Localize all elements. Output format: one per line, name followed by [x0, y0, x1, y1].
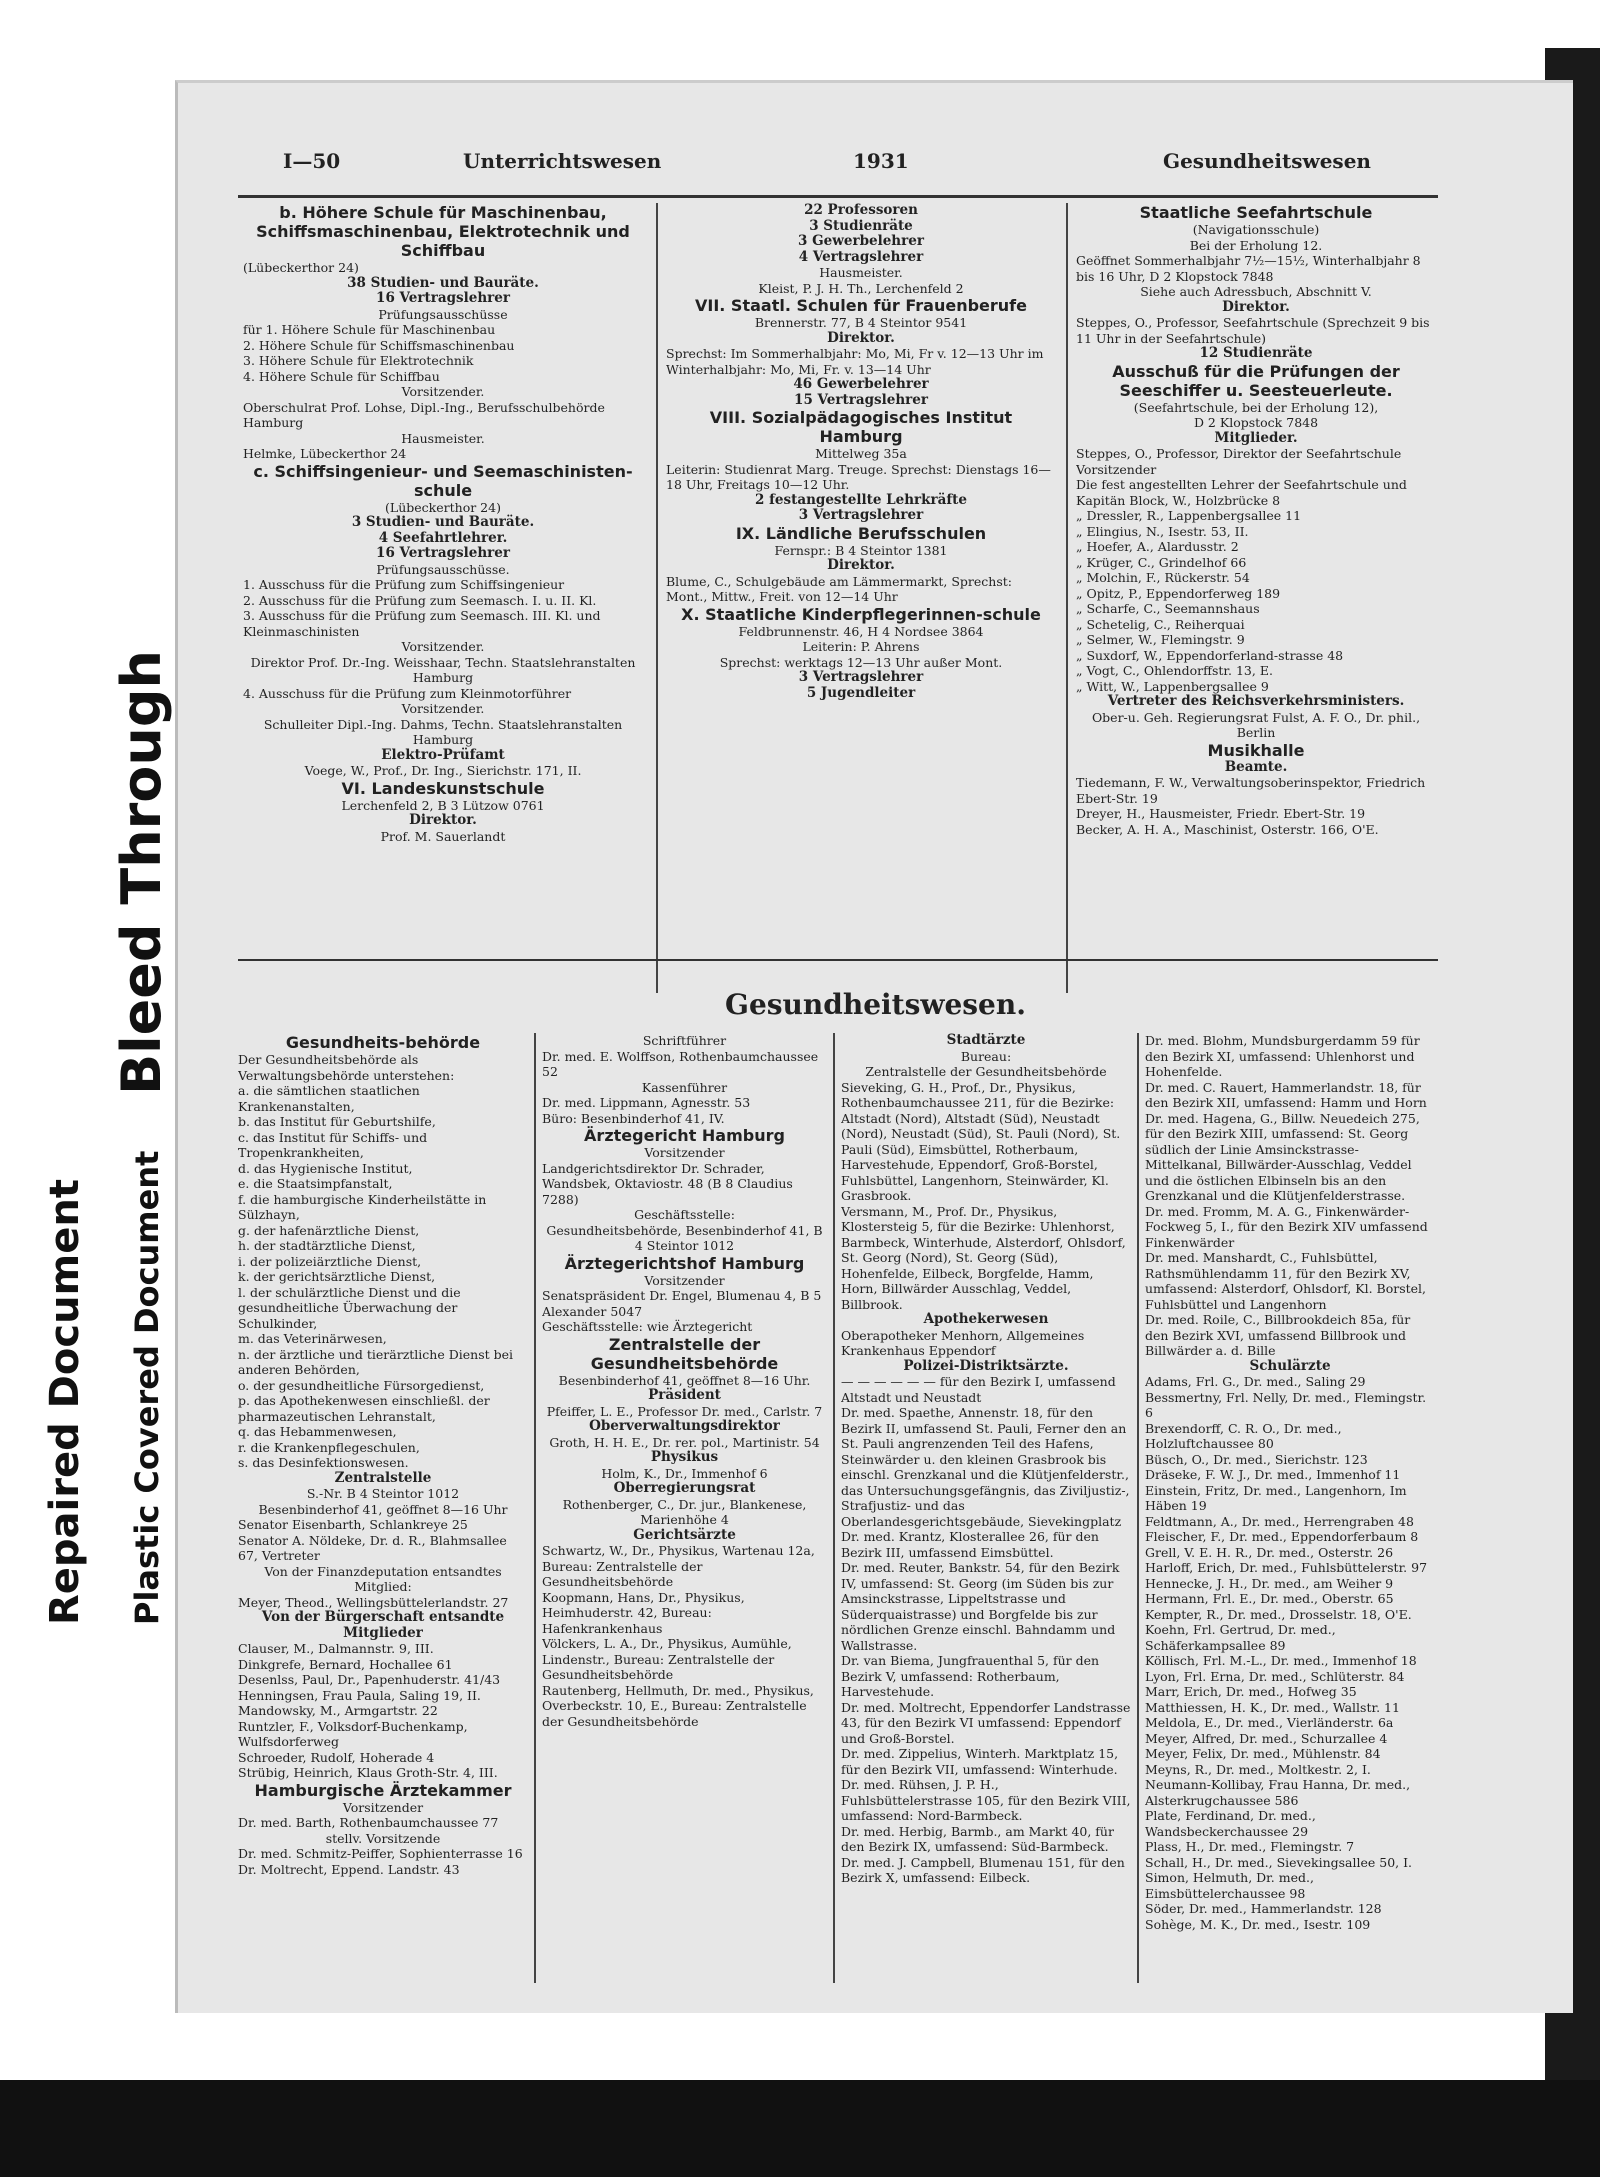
text-line: für 1. Höhere Schule für Maschinenbau	[243, 322, 496, 337]
text-line: Meyns, R., Dr. med., Moltkestr. 2, I.	[1145, 1761, 1371, 1777]
text-line: Oberregierungsrat	[613, 1480, 756, 1496]
text-line: 16 Vertragslehrer	[376, 545, 510, 561]
text-line: Hermann, Frl. E., Dr. med., Oberstr. 65	[1145, 1591, 1394, 1606]
text-line: Vorsitzender.	[401, 639, 485, 654]
text-line: Büro: Besenbinderhof 41, IV.	[542, 1110, 725, 1126]
text-line: o. der gesundheitliche Fürsorgedienst,	[238, 1377, 485, 1393]
text-line: Hennecke, J. H., Dr. med., am Weiher 9	[1145, 1575, 1394, 1591]
text-line: Strübig, Heinrich, Klaus Groth-Str. 4, III.	[238, 1765, 498, 1780]
text-line: Helmke, Lübeckerthor 24	[243, 446, 407, 461]
text-line: Beamte.	[1224, 758, 1288, 775]
text-line: Dr. med. Blohm, Mundsburgerdamm 59 für den Bezirk XI, umfassend: Uhlenhorst und Hohenfelde.	[1145, 1033, 1420, 1079]
section-title: Gesundheitswesen.	[725, 988, 1026, 1021]
text-line: Henningsen, Frau Paula, Saling 19, II.	[238, 1687, 481, 1703]
text-line: Dr. Moltrecht, Eppend. Landstr. 43	[238, 1861, 460, 1877]
text-line: „ Krüger, C., Grindelhof 66	[1076, 554, 1247, 570]
column-divider	[833, 1033, 835, 1983]
text-line: Prüfungsausschüsse	[378, 306, 508, 322]
label-plastic-covered: Plastic Covered Document	[128, 1150, 166, 1625]
text-line: Zentralstelle der Gesundheitsbehörde	[590, 1334, 779, 1373]
text-line: Steppes, O., Professor, Direktor der Seefahrtschule Vorsitzender	[1076, 446, 1402, 477]
text-line: Einstein, Fritz, Dr. med., Langenhorn, Im Häben 19	[1145, 1482, 1407, 1513]
text-line: „ Elingius, N., Isestr. 53, II.	[1076, 523, 1249, 539]
text-line: Geöffnet Sommerhalbjahr 7½—15½, Winterhalbjahr 8 bis 16 Uhr, D 2 Klopstock 7848	[1076, 253, 1421, 284]
text-line: Mandowsky, M., Armgartstr. 22	[238, 1703, 438, 1718]
text-line: Geschäftsstelle:	[634, 1207, 735, 1222]
text-line: Schroeder, Rudolf, Hoherade 4	[238, 1749, 435, 1765]
text-line: g. der hafenärztliche Dienst,	[238, 1222, 420, 1238]
text-line: 4. Höhere Schule für Schiffbau	[243, 368, 440, 384]
text-line: Elektro-Prüfamt	[381, 746, 505, 763]
text-line: Dr. med. C. Rauert, Hammerlandstr. 18, für den Bezirk XII, umfassend: Hamm und Horn	[1145, 1079, 1427, 1110]
text-line: stellv. Vorsitzende	[325, 1830, 441, 1846]
text-line: Oberschulrat Prof. Lohse, Dipl.-Ing., Berufsschulbehörde Hamburg	[243, 399, 605, 430]
text-line: Rautenberg, Hellmuth, Dr. med., Physikus, Overbeckstr. 10, E., Bureau: Zentralstelle der Gesundheitsbehörde	[542, 1682, 814, 1729]
section-rule	[238, 959, 1438, 961]
header-year: 1931	[853, 149, 909, 173]
text-line: Dr. med. Manshardt, C., Fuhlsbüttel, Rathsmühlendamm 11, für den Bezirk XV, umfassend: Alsterdorf, Ohlsdorf, Kl. Borstel, Fuhlsbüttel und Langenhorn	[1145, 1250, 1427, 1312]
header-rule	[238, 195, 1438, 198]
text-line: Prof. M. Sauerlandt	[380, 828, 506, 844]
text-line: Dinkgrefe, Bernard, Hochallee 61	[238, 1656, 453, 1672]
page-number: I—50	[283, 149, 341, 173]
text-line: VI. Landeskunstschule	[341, 778, 545, 798]
text-line: Dr. med. Roile, C., Billbrookdeich 85a, für den Bezirk XVI, umfassend Billbrook und Billwärder a. d. Bille	[1145, 1312, 1411, 1358]
text-line: Dr. med. Hagena, G., Billw. Neuedeich 275, für den Bezirk XIII, umfassend: St. Georg südlich der Linie Amsinckstrasse-Mittelkanal, Billwärder-Ausschlag, Veddel und die östlichen Elbinseln bis an den Grenzkanal und die Klütjenfelderstrasse.	[1145, 1110, 1420, 1203]
text-line: c. das Institut für Schiffs- und Tropenkrankheiten,	[238, 1129, 428, 1160]
text-line: Zentralstelle der Gesundheitsbehörde	[865, 1064, 1107, 1079]
text-line: Schulärzte	[1249, 1357, 1331, 1374]
top-margin	[0, 0, 1600, 50]
text-line: Vorsitzender.	[401, 701, 485, 716]
text-line: Siehe auch Adressbuch, Abschnitt V.	[1140, 284, 1372, 299]
text-line: 22 Professoren	[804, 203, 918, 218]
text-line: Vorsitzender.	[401, 384, 485, 399]
text-line: Der Gesundheitsbehörde als Verwaltungsbehörde unterstehen:	[238, 1052, 455, 1083]
text-line: Voege, W., Prof., Dr. Ing., Sierichstr. 171, II.	[304, 763, 582, 778]
text-line: Marr, Erich, Dr. med., Hofweg 35	[1145, 1684, 1357, 1699]
text-line: „ Witt, W., Lappenbergsallee 9	[1076, 678, 1269, 694]
text-line: 38 Studien- und Bauräte.	[347, 274, 539, 291]
text-line: „ Opitz, P., Eppendorferweg 189	[1076, 585, 1281, 601]
text-line: Dr. med. Lippmann, Agnesstr. 53	[542, 1095, 751, 1110]
column-divider	[656, 203, 658, 993]
text-line: Neumann-Kollibay, Frau Hanna, Dr. med., Alsterkrugchaussee 586	[1145, 1777, 1411, 1808]
text-line: Dr. med. Zippelius, Winterh. Marktplatz 15, für den Bezirk VII, umfassend: Winterhude.	[841, 1746, 1119, 1777]
text-line: 15 Vertragslehrer	[794, 391, 928, 408]
text-line: Bei der Erholung 12.	[1189, 237, 1323, 253]
text-line: Oberapotheker Menhorn, Allgemeines Krankenhaus Eppendorf	[841, 1327, 1085, 1358]
text-line: Dr. med. Herbig, Barmb., am Markt 40, für den Bezirk IX, umfassend: Süd-Barmbeck.	[841, 1823, 1114, 1854]
text-line: Leiterin: Studienrat Marg. Treuge. Sprechst: Dienstags 16—18 Uhr, Freitags 10—12 Uhr.	[666, 461, 1051, 492]
text-line: Fleischer, F., Dr. med., Eppendorferbaum 8	[1145, 1529, 1419, 1544]
text-line: IX. Ländliche Berufsschulen	[735, 523, 987, 543]
text-line: Meyer, Felix, Dr. med., Mühlenstr. 84	[1145, 1746, 1381, 1761]
text-line: Dr. med. Fromm, M. A. G., Finkenwärder-Fockweg 5, I., für den Bezirk XIV umfassend Finkenwärder	[1145, 1203, 1428, 1250]
text-line: „ Molchin, F., Rückerstr. 54	[1076, 570, 1250, 585]
text-line: 3 Gewerbelehrer	[798, 233, 924, 249]
text-line: 4. Ausschuss für die Prüfung zum Kleinmotorführer	[243, 685, 572, 701]
text-line: Ober-u. Geh. Regierungsrat Fulst, A. F. O., Dr. phil., Berlin	[1091, 709, 1421, 740]
text-line: Mittelweg 35a	[815, 446, 907, 461]
text-line: Dr. med. Moltrecht, Eppendorfer Landstrasse 43, für den Bezirk VI umfassend: Eppendorf und Groß-Borstel.	[841, 1699, 1131, 1746]
header-right-title: Gesundheitswesen	[1163, 149, 1371, 173]
text-line: q. das Hebammenwesen,	[238, 1424, 397, 1439]
text-line: Steppes, O., Professor, Seefahrtschule (Sprechzeit 9 bis 11 Uhr in der Seefahrtschule)	[1076, 315, 1430, 346]
text-line: Zentralstelle	[334, 1469, 432, 1486]
text-line: Von der Finanzdeputation entsandtes Mitglied:	[264, 1563, 502, 1594]
text-line: Brennerstr. 77, B 4 Steintor 9541	[754, 315, 968, 330]
text-line: Ausschuß für die Prüfungen der Seeschiffer u. Seesteuerleute.	[1112, 361, 1400, 400]
text-line: Pfeiffer, L. E., Professor Dr. med., Carlstr. 7	[546, 1403, 823, 1419]
text-line: Geschäftsstelle: wie Ärztegericht	[542, 1319, 753, 1334]
text-line: c. Schiffsingenieur- und Seemaschinisten-schule	[253, 461, 633, 500]
text-line: Rothenberger, C., Dr. jur., Blankenese, Marienhöhe 4	[562, 1496, 807, 1527]
text-line: e. die Staatsimpfanstalt,	[238, 1176, 393, 1191]
text-line: Direktor Prof. Dr.-Ing. Weisshaar, Techn. Staatslehranstalten Hamburg	[250, 654, 636, 685]
text-line: Hamburgische Ärztekammer	[254, 1780, 512, 1800]
text-line: Schriftführer	[642, 1033, 727, 1048]
text-line: Dreyer, H., Hausmeister, Friedr. Ebert-Str. 19	[1076, 806, 1366, 821]
text-line: 46 Gewerbelehrer	[793, 376, 929, 392]
text-line: Vorsitzender	[342, 1799, 424, 1815]
text-line: (Navigationsschule)	[1192, 222, 1320, 237]
text-line: Dr. med. Reuter, Bankstr. 54, für den Bezirk IV, umfassend: St. Georg (im Süden bis zur Amsinckstrasse, Lippeltstrasse und Süderquaistrasse) und Borgfelde bis zur nördlichen Grenze einschl. Bahndamm und Wallstrasse.	[841, 1560, 1120, 1653]
text-line: Tiedemann, F. W., Verwaltungsoberinspektor, Friedrich Ebert-Str. 19	[1076, 775, 1426, 806]
column-divider	[534, 1033, 536, 1983]
lower-column-2	[542, 1033, 827, 1988]
text-line: 3. Ausschuss für die Prüfung zum Seemasch. III. Kl. und Kleinmaschinisten	[243, 608, 601, 639]
text-line: 3 Studienräte	[809, 217, 913, 234]
text-line: Söder, Dr. med., Hammerlandstr. 128	[1145, 1901, 1382, 1916]
text-line: f. die hamburgische Kinderheilstätte in Sülzhayn,	[238, 1191, 487, 1222]
text-line: p. das Apothekenwesen einschließl. der pharmazeutischen Lehranstalt,	[238, 1393, 490, 1424]
text-line: (Seefahrtschule, bei der Erholung 12),	[1133, 399, 1379, 415]
lower-column-1	[238, 1033, 528, 1988]
text-line: l. der schulärztliche Dienst und die gesundheitliche Überwachung der Schulkinder,	[238, 1284, 461, 1331]
page-header	[283, 149, 1443, 179]
text-line: Dr. med. Spaethe, Annenstr. 18, für den Bezirk II, umfassend St. Pauli, Ferner den an St. Pauli angrenzenden Teil des Hafens, Steinwärder u. den kleinen Grasbrook bis einschl. Grenzkanal und die Klütjenfelderstr., das Untersuchungsgefängnis, das Ziviljustiz-, Strafjustiz- und das Oberlandesgerichtsgebäude, Sievekingplatz	[841, 1405, 1130, 1529]
text-line: 1. Ausschuss für die Prüfung zum Schiffsingenieur	[243, 577, 565, 592]
text-line: Dräseke, F. W. J., Dr. med., Immenhof 11	[1145, 1467, 1401, 1482]
text-line: h. der stadtärztliche Dienst,	[238, 1238, 416, 1253]
text-line: Gerichtsärzte	[633, 1526, 736, 1543]
text-line: Bureau:	[960, 1048, 1012, 1064]
text-line: 12 Studienräte	[1199, 345, 1313, 361]
text-line: Ärztegericht Hamburg	[584, 1126, 785, 1145]
text-line: Schulleiter Dipl.-Ing. Dahms, Techn. Staatslehranstalten Hamburg	[263, 716, 623, 747]
text-line: S.-Nr. B 4 Steintor 1012	[306, 1486, 460, 1501]
text-line: Groth, H. H. E., Dr. rer. pol., Martinistr. 54	[549, 1434, 820, 1450]
text-line: 2. Ausschuss für die Prüfung zum Seemasch. I. u. II. Kl.	[243, 592, 597, 608]
text-line: Lyon, Frl. Erna, Dr. med., Schlüterstr. 84	[1145, 1668, 1405, 1684]
text-line: 3 Vertragslehrer	[798, 507, 924, 523]
dark-edge-bottom	[0, 2080, 1600, 2177]
text-line: Koopmann, Hans, Dr., Physikus, Heimhuderstr. 42, Bureau: Hafenkrankenhaus	[542, 1589, 745, 1636]
text-line: Besenbinderhof 41, geöffnet 8—16 Uhr	[258, 1501, 508, 1517]
text-line: X. Staatliche Kinderpflegerinnen-schule	[681, 604, 1041, 624]
text-line: Plass, H., Dr. med., Flemingstr. 7	[1145, 1839, 1355, 1854]
text-line: a. die sämtlichen staatlichen Krankenanstalten,	[238, 1083, 420, 1114]
text-line: Dr. med. Schmitz-Peiffer, Sophienterrasse 16	[238, 1846, 523, 1861]
text-line: Vorsitzender	[644, 1272, 725, 1288]
text-line: Direktor.	[827, 329, 895, 346]
text-line: Vorsitzender	[644, 1145, 725, 1160]
text-line: 3 Vertragslehrer	[798, 669, 924, 685]
text-line: Direktor.	[409, 812, 477, 828]
text-line: „ Scharfe, C., Seemannshaus	[1076, 601, 1260, 616]
text-line: Polizei-Distriktsärzte.	[903, 1357, 1069, 1374]
text-line: Dr. med. Barth, Rothenbaumchaussee 77	[238, 1815, 499, 1830]
text-line: Mitglieder.	[1214, 429, 1298, 446]
text-line: 16 Vertragslehrer	[376, 290, 510, 306]
text-line: Meldola, E., Dr. med., Vierländerstr. 6a	[1145, 1715, 1394, 1730]
text-line: s. das Desinfektionswesen.	[238, 1455, 409, 1470]
text-line: „ Schetelig, C., Reiherquai	[1076, 616, 1245, 632]
text-line: Vertreter des Reichsverkehrsministers.	[1107, 693, 1405, 709]
text-line: Kassenführer	[641, 1079, 728, 1095]
upper-column-3	[1076, 203, 1436, 993]
text-line: Koehn, Frl. Gertrud, Dr. med., Schäferkampsallee 89	[1145, 1622, 1336, 1653]
text-line: Gesundheitsbehörde, Besenbinderhof 41, B 4 Steintor 1012	[546, 1222, 823, 1253]
text-line: 3 Studien- und Bauräte.	[351, 514, 535, 530]
text-line: Plate, Ferdinand, Dr. med., Wandsbeckerchaussee 29	[1145, 1808, 1316, 1839]
text-line: Senator Eisenbarth, Schlankreye 25	[238, 1517, 468, 1532]
text-line: b. Höhere Schule für Maschinenbau, Schiffsmaschinenbau, Elektrotechnik und Schiffbau	[256, 203, 630, 260]
text-line: Völckers, L. A., Dr., Physikus, Aumühle, Lindenstr., Bureau: Zentralstelle der Gesundheitsbehörde	[542, 1636, 792, 1682]
text-line: Direktor.	[827, 557, 895, 573]
text-line: k. der gerichtsärztliche Dienst,	[238, 1269, 436, 1284]
text-line: Schall, H., Dr. med., Sievekingsallee 50, I.	[1145, 1854, 1413, 1870]
text-line: Simon, Helmuth, Dr. med., Eimsbüttelerchaussee 98	[1145, 1870, 1314, 1901]
text-line: Adams, Frl. G., Dr. med., Saling 29	[1145, 1374, 1366, 1389]
text-line: Staatliche Seefahrtschule	[1139, 203, 1373, 222]
text-line: 2 festangestellte Lehrkräfte	[755, 491, 967, 508]
lower-column-4	[1145, 1033, 1435, 1988]
text-line: b. das Institut für Geburtshilfe,	[238, 1114, 436, 1129]
text-line: Bessmertny, Frl. Nelly, Dr. med., Flemingstr. 6	[1145, 1389, 1427, 1420]
text-line: „ Dressler, R., Lappenbergsallee 11	[1076, 508, 1302, 523]
text-line: Prüfungsausschüsse.	[376, 561, 510, 577]
text-line: D 2 Klopstock 7848	[1193, 415, 1319, 430]
text-line: Hausmeister.	[819, 265, 903, 280]
text-line: Versmann, M., Prof. Dr., Physikus, Klostersteig 5, für die Bezirke: Uhlenhorst, Barmbeck, Winterhude, Alsterdorf, Ohlsdorf, St. Georg (Nord), St. Georg (Süd), Hohenfelde, Eilbeck, Borgfelde, Hamm, Horn, Billwärder Ausschlag, Veddel, Billbrook.	[841, 1203, 1126, 1312]
text-line: Matthiessen, H. K., Dr. med., Wallstr. 11	[1145, 1699, 1400, 1715]
upper-column-1	[243, 203, 643, 993]
text-line: i. der polizeiärztliche Dienst,	[238, 1253, 422, 1269]
label-bleed-through: Bleed Through	[110, 650, 173, 1095]
upper-column-2	[666, 203, 1056, 993]
text-line: Von der Bürgerschaft entsandte Mitglieder	[261, 1609, 505, 1641]
text-line: Sieveking, G. H., Prof., Dr., Physikus, Rothenbaumchaussee 211, für die Bezirke: Altstadt (Nord), Altstadt (Süd), Neustadt (Nord), Neustadt (Süd), St. Pauli (Nord), St. Pauli (Süd), Eimsbüttel, Rotherbaum, Harvestehude, Eppendorf, Groß-Borstel, Fuhlsbüttel, Langenhorn, Steinwärder, Kl. Grasbrook.	[841, 1079, 1121, 1203]
text-line: Leiterin: P. Ahrens	[802, 639, 920, 654]
text-line: (Lübeckerthor 24)	[243, 260, 359, 275]
text-line: Physikus	[650, 1449, 719, 1465]
text-line: — — — — — — für den Bezirk I, umfassend Altstadt und Neustadt	[841, 1374, 1116, 1405]
text-line: „ Suxdorf, W., Eppendorferland-strasse 48	[1076, 647, 1344, 663]
text-line: Büsch, O., Dr. med., Sierichstr. 123	[1145, 1451, 1368, 1467]
text-line: Grell, V. E. H. R., Dr. med., Osterstr. 26	[1145, 1544, 1394, 1560]
text-line: Runtzler, F., Volksdorf-Buchenkamp, Wulfsdorferweg	[238, 1718, 468, 1749]
text-line: Köllisch, Frl. M.-L., Dr. med., Immenhof 18	[1145, 1653, 1417, 1668]
header-left-title: Unterrichtswesen	[463, 149, 662, 173]
text-line: Fernspr.: B 4 Steintor 1381	[774, 542, 948, 558]
text-line: Musikhalle	[1207, 740, 1305, 760]
text-line: 3. Höhere Schule für Elektrotechnik	[243, 353, 474, 368]
text-line: Meyer, Theod., Wellingsbüttelerlandstr. 27	[238, 1594, 509, 1610]
text-line: Dr. med. E. Wolffson, Rothenbaumchaussee 52	[542, 1048, 819, 1079]
text-line: r. die Krankenpflegeschulen,	[238, 1439, 420, 1455]
text-line: Sprechst: werktags 12—13 Uhr außer Mont.	[719, 654, 1003, 670]
column-divider	[1137, 1033, 1139, 1983]
text-line: Oberverwaltungsdirektor	[589, 1418, 780, 1434]
lower-column-3	[841, 1033, 1131, 1988]
text-line: „ Selmer, W., Flemingstr. 9	[1076, 632, 1245, 647]
text-line: „ Vogt, C., Ohlendorffstr. 13, E.	[1076, 663, 1273, 678]
text-line: 5 Jugendleiter	[806, 684, 916, 701]
label-repaired-document: Repaired Document	[42, 1179, 88, 1625]
text-line: 4 Seefahrtlehrer.	[378, 529, 508, 546]
text-line: Sprechst: Im Sommerhalbjahr: Mo, Mi, Fr v. 12—13 Uhr im Winterhalbjahr: Mo, Mi, Fr. v. 13—14 Uhr	[666, 346, 1044, 377]
text-line: „ Hoefer, A., Alardusstr. 2	[1076, 539, 1239, 554]
text-line: Besenbinderhof 41, geöffnet 8—16 Uhr.	[558, 1372, 811, 1388]
text-line: Sohège, M. K., Dr. med., Isestr. 109	[1145, 1916, 1371, 1932]
text-line: Stadtärzte	[946, 1033, 1026, 1048]
text-line: Dr. med. J. Campbell, Blumenau 151, für den Bezirk X, umfassend: Eilbeck.	[841, 1854, 1125, 1885]
document-page	[175, 80, 1573, 2013]
text-line: Direktor.	[1222, 298, 1290, 315]
text-line: Clauser, M., Dalmannstr. 9, III.	[238, 1641, 434, 1656]
text-line: n. der ärztliche und tierärztliche Dienst bei anderen Behörden,	[238, 1346, 513, 1377]
text-line: 4 Vertragslehrer	[798, 248, 924, 265]
text-line: Holm, K., Dr., Immenhof 6	[601, 1465, 768, 1481]
text-line: Meyer, Alfred, Dr. med., Schurzallee 4	[1145, 1730, 1388, 1746]
text-line: Desenlss, Paul, Dr., Papenhuderstr. 41/43	[238, 1672, 501, 1687]
text-line: 2. Höhere Schule für Schiffsmaschinenbau	[243, 337, 515, 353]
text-line: VII. Staatl. Schulen für Frauenberufe	[694, 296, 1027, 315]
text-line: VIII. Sozialpädagogisches Institut Hamburg	[709, 408, 1013, 446]
text-line: Dr. med. Krantz, Klosterallee 26, für den Bezirk III, umfassend Eimsbüttel.	[841, 1529, 1099, 1560]
column-divider	[1066, 203, 1068, 993]
text-line: Dr. med. Rühsen, J. P. H., Fuhlsbüttelerstrasse 105, für den Bezirk VIII, umfassend: Nord-Barmbeck.	[841, 1777, 1131, 1823]
text-line: Kleist, P. J. H. Th., Lerchenfeld 2	[758, 280, 964, 296]
text-line: Lerchenfeld 2, B 3 Lützow 0761	[341, 797, 545, 813]
text-line: Ärztegerichtshof Hamburg	[564, 1253, 805, 1273]
text-line: m. das Veterinärwesen,	[238, 1331, 387, 1346]
text-line: Apothekerwesen	[923, 1311, 1049, 1327]
text-line: Becker, A. H. A., Maschinist, Osterstr. 166, O'E.	[1076, 821, 1379, 837]
text-line: Präsident	[648, 1387, 721, 1403]
text-line: Gesundheits-behörde	[285, 1033, 481, 1052]
text-line: Hausmeister.	[401, 430, 485, 446]
text-line: (Lübeckerthor 24)	[385, 499, 501, 515]
text-line: Senator A. Nöldeke, Dr. d. R., Blahmsallee 67, Vertreter	[238, 1532, 507, 1563]
text-line: d. das Hygienische Institut,	[238, 1160, 413, 1176]
text-line: Schwartz, W., Dr., Physikus, Wartenau 12a, Bureau: Zentralstelle der Gesundheitsbehörde	[542, 1543, 815, 1589]
text-line: Blume, C., Schulgebäude am Lämmermarkt, Sprechst: Mont., Mittw., Freit. von 12—14 Uhr	[666, 573, 1012, 604]
text-line: Dr. van Biema, Jungfrauenthal 5, für den Bezirk V, umfassend: Rotherbaum, Harvestehude.	[841, 1653, 1100, 1699]
text-line: Senatspräsident Dr. Engel, Blumenau 4, B 5 Alexander 5047	[542, 1288, 822, 1319]
text-line: Die fest angestellten Lehrer der Seefahrtschule und Kapitän Block, W., Holzbrücke 8	[1076, 477, 1407, 508]
text-line: Brexendorff, C. R. O., Dr. med., Holzluftchaussee 80	[1145, 1420, 1342, 1451]
text-line: Kempter, R., Dr. med., Drosselstr. 18, O'E.	[1145, 1606, 1412, 1622]
text-line: Landgerichtsdirektor Dr. Schrader, Wandsbek, Oktaviostr. 48 (B 8 Claudius 7288)	[542, 1160, 793, 1207]
text-line: Feldtmann, A., Dr. med., Herrengraben 48	[1145, 1513, 1414, 1529]
text-line: Feldbrunnenstr. 46, H 4 Nordsee 3864	[738, 623, 984, 639]
text-line: Harloff, Erich, Dr. med., Fuhlsbüttelerstr. 97	[1145, 1560, 1428, 1575]
